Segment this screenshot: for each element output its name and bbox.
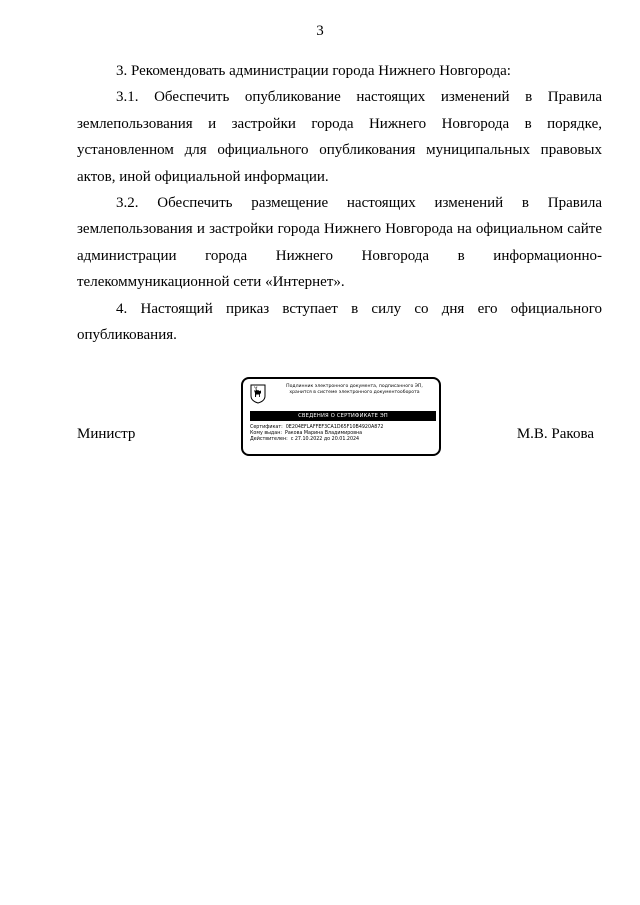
signer-position: Министр: [77, 426, 136, 442]
issued-to-label: Кому выдан:: [250, 431, 282, 437]
paragraph-3-2: 3.2. Обеспечить размещение настоящих изменений в Правила землепользования и застройки города Нижнего Новгорода на официальном сайте администрации города Нижнего Новгорода в информационно-телекоммуникационной сети «Интернет».: [77, 195, 602, 291]
validity-value: с 27.10.2022 до 20.01.2024: [290, 437, 360, 443]
issued-to-value: Ракова Марина Владимировна: [284, 431, 363, 437]
stamp-certificate-title: СВЕДЕНИЯ О СЕРТИФИКАТЕ ЭП: [250, 411, 436, 421]
certificate-label: Сертификат:: [250, 425, 283, 430]
stamp-header: [272, 384, 437, 396]
certificate-value: 0E204EFLAFFEF3CA1D65F10B4920A872: [285, 425, 384, 430]
coat-of-arms-deer-icon: [250, 384, 266, 404]
stamp-certificate-details: [250, 425, 436, 444]
page-number: 3: [316, 23, 324, 39]
paragraph-4: 4. Настоящий приказ вступает в силу со дня его официального опубликования.: [77, 300, 602, 344]
electronic-signature-stamp: [241, 377, 441, 456]
stamp-header-line: хранится в системе электронного документооборота: [289, 390, 420, 395]
signer-name: М.В. Ракова: [516, 426, 594, 442]
validity-label: Действителен:: [250, 437, 288, 443]
document-body: [77, 58, 602, 348]
validity-row: [250, 437, 436, 443]
paragraph-3-1: 3.1. Обеспечить опубликование настоящих изменений в Правила землепользования и застройки города Нижнего Новгорода в порядке, установленном для официального опубликования муниципальных правовых актов, иной официальной информации.: [77, 89, 602, 185]
paragraph-3: 3. Рекомендовать администрации города Нижнего Новгорода:: [116, 63, 511, 79]
stamp-header-line: Подлинник электронного документа, подписанного ЭП,: [286, 384, 423, 389]
